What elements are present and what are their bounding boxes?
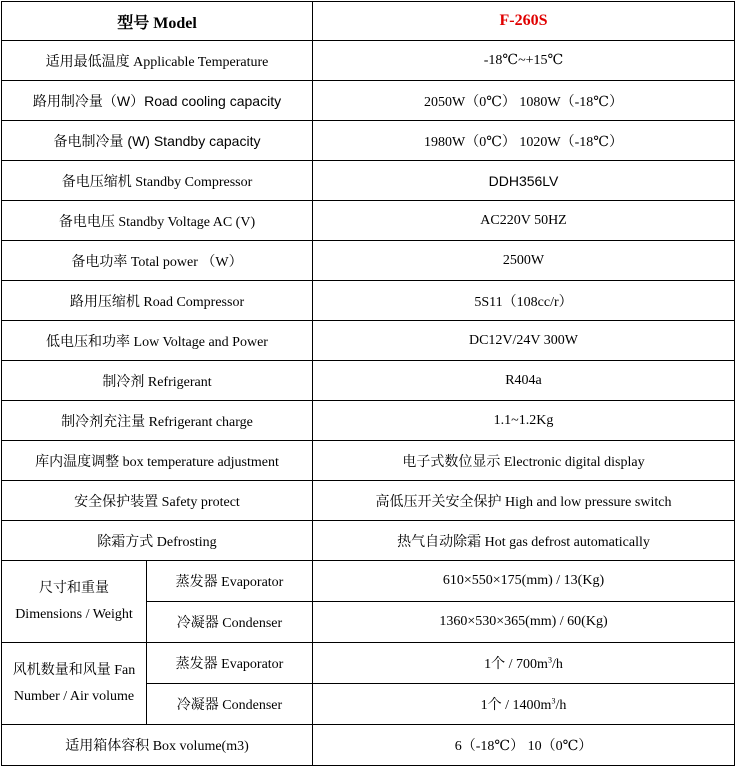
unit-exponent: 3 [547, 655, 552, 665]
table-row [2, 643, 735, 684]
row-label: 路用压缩机 Road Compressor [2, 281, 313, 321]
row-value: 2500W [313, 241, 735, 281]
fans-evaporator-label: 蒸发器 Evaporator [147, 643, 313, 684]
row-label: 备电制冷量 (W) Standby capacity [2, 121, 313, 161]
unit-exponent: 3 [551, 696, 556, 706]
fans-condenser-amount: 1个 / 1400m [480, 698, 552, 713]
row-value: 1.1~1.2Kg [313, 401, 735, 441]
row-label: 制冷剂 Refrigerant [2, 361, 313, 401]
fans-evaporator-amount: 1个 / 700m [484, 657, 548, 672]
row-value: 热气自动除霜 Hot gas defrost automatically [313, 521, 735, 561]
header-label: 型号 Model [2, 2, 313, 41]
row-label: 备电压缩机 Standby Compressor [2, 161, 313, 201]
row-value: R404a [313, 361, 735, 401]
table-row [2, 161, 735, 201]
table-row [2, 81, 735, 121]
table-row [2, 561, 735, 602]
row-label: 适用最低温度 Applicable Temperature [2, 41, 313, 81]
spec-table [1, 1, 735, 766]
table-row [2, 521, 735, 561]
row-label: 安全保护装置 Safety protect [2, 481, 313, 521]
table-row [2, 725, 735, 766]
table-row [2, 481, 735, 521]
table-row [2, 361, 735, 401]
dimensions-label: 尺寸和重量 Dimensions / Weight [2, 561, 147, 643]
row-label: 库内温度调整 box temperature adjustment [2, 441, 313, 481]
dimensions-condenser-label: 冷凝器 Condenser [147, 602, 313, 643]
row-value: -18℃~+15℃ [313, 41, 735, 81]
fans-condenser-label: 冷凝器 Condenser [147, 684, 313, 725]
fans-condenser-value [313, 684, 735, 725]
row-label: 备电电压 Standby Voltage AC (V) [2, 201, 313, 241]
table-row [2, 401, 735, 441]
row-value: DDH356LV [313, 161, 735, 201]
row-value: 1980W（0℃） 1020W（-18℃） [313, 121, 735, 161]
row-value: AC220V 50HZ [313, 201, 735, 241]
row-value: 5S11（108cc/r） [313, 281, 735, 321]
unit-suffix: /h [555, 698, 567, 713]
table-row [2, 121, 735, 161]
fans-evaporator-value [313, 643, 735, 684]
header-row [2, 2, 735, 41]
row-label: 除霜方式 Defrosting [2, 521, 313, 561]
row-value: 电子式数位显示 Electronic digital display [313, 441, 735, 481]
table-row [2, 241, 735, 281]
dimensions-evaporator-value: 610×550×175(mm) / 13(Kg) [313, 561, 735, 602]
fans-label: 风机数量和风量 Fan Number / Air volume [2, 643, 147, 725]
table-row [2, 41, 735, 81]
table-row [2, 281, 735, 321]
model-name: F-260S [313, 2, 735, 41]
row-value: 高低压开关安全保护 High and low pressure switch [313, 481, 735, 521]
row-label: 备电功率 Total power （W） [2, 241, 313, 281]
table-row [2, 441, 735, 481]
table-row [2, 321, 735, 361]
dimensions-condenser-value: 1360×530×365(mm) / 60(Kg) [313, 602, 735, 643]
dimensions-evaporator-label: 蒸发器 Evaporator [147, 561, 313, 602]
row-label: 低电压和功率 Low Voltage and Power [2, 321, 313, 361]
row-label: 路用制冷量（W）Road cooling capacity [2, 81, 313, 121]
row-label: 制冷剂充注量 Refrigerant charge [2, 401, 313, 441]
box-volume-label: 适用箱体容积 Box volume(m3) [2, 725, 313, 766]
table-row [2, 201, 735, 241]
row-value: DC12V/24V 300W [313, 321, 735, 361]
unit-suffix: /h [551, 657, 563, 672]
row-value: 2050W（0℃） 1080W（-18℃） [313, 81, 735, 121]
box-volume-value: 6（-18℃） 10（0℃） [313, 725, 735, 766]
